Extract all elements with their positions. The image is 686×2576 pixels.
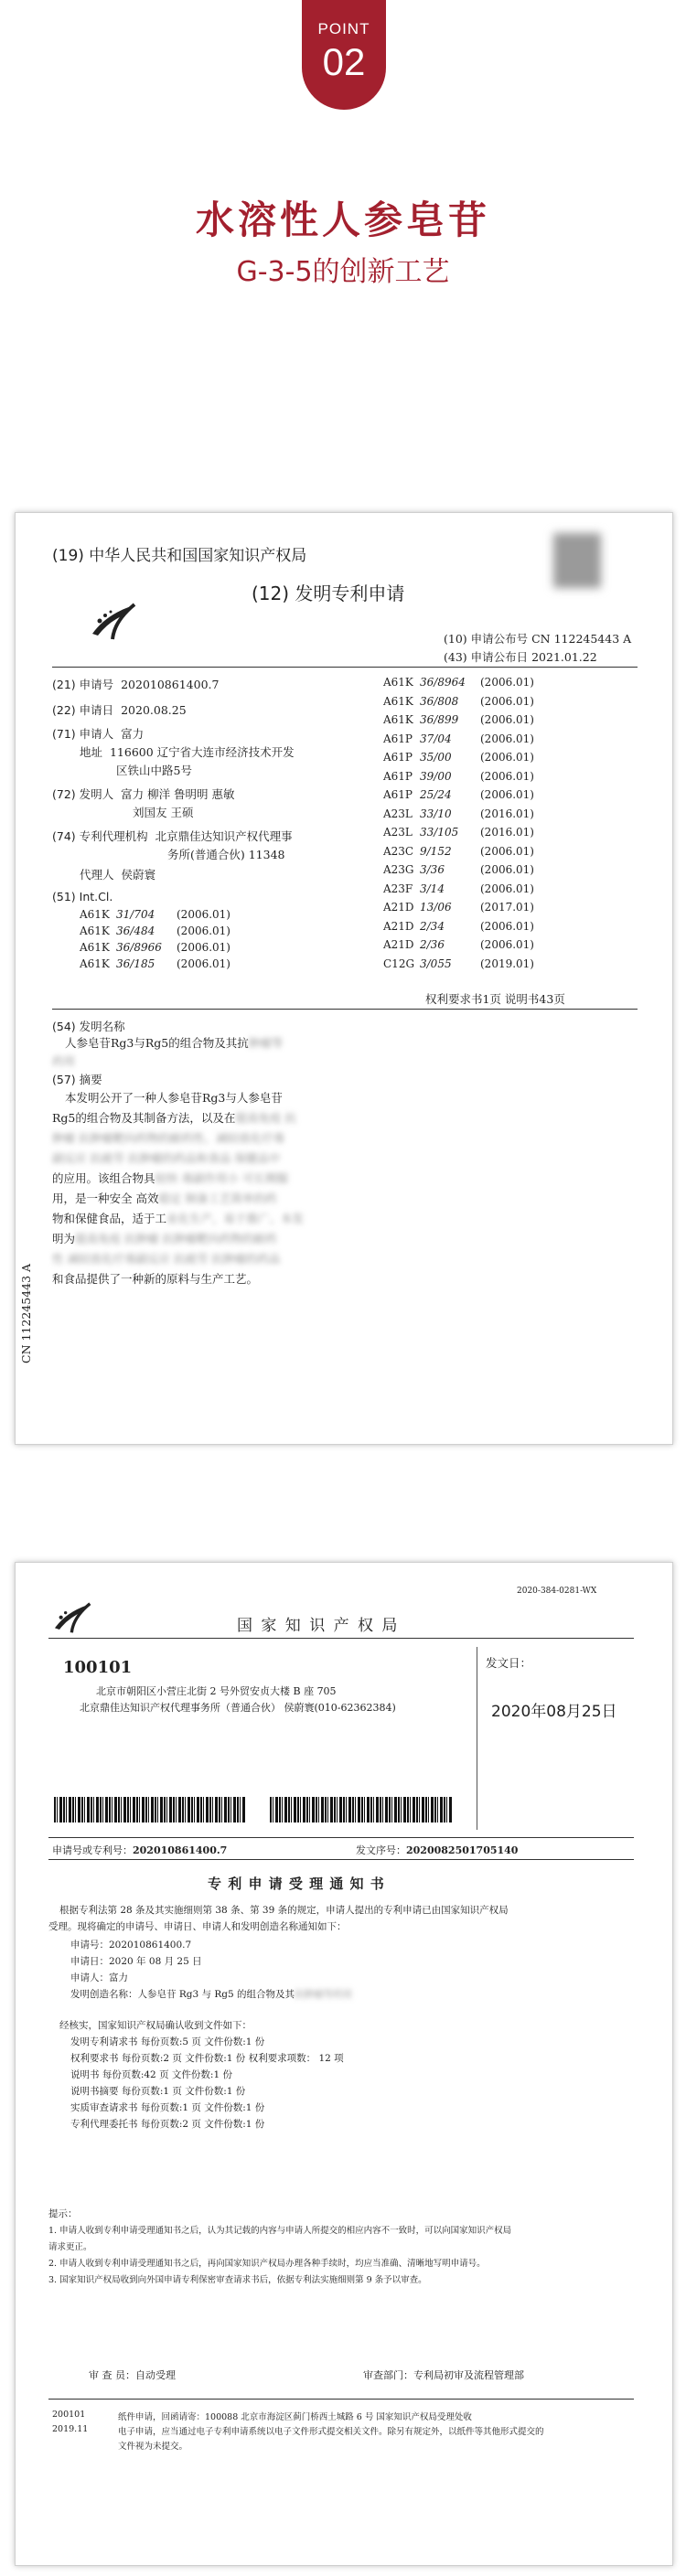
office-heading: 国 家 知 识 产 权 局 xyxy=(237,1617,400,1635)
barcode-right xyxy=(270,1797,453,1822)
invention-name: 人参皂苷Rg3与Rg5的组合物及其抗 xyxy=(65,1036,249,1050)
abstract-redacted: 稳定 制备工艺简单的药 xyxy=(158,1192,277,1205)
ipc-entry xyxy=(383,901,534,914)
ipc-code: 33/105 xyxy=(420,826,459,839)
ipc-cls: A23L xyxy=(383,826,413,839)
invention-name-redacted-2: 药用 xyxy=(52,1054,76,1068)
field-app-no: 申请号：202010861400.7 xyxy=(70,1940,192,1951)
address-line-2: 区铁山中路5号 xyxy=(116,764,192,777)
abstract-text: 物和保健食品，适于工 xyxy=(52,1212,167,1225)
abstract-text: 明为 xyxy=(52,1232,76,1245)
ipc-date: (2006.01) xyxy=(177,908,230,921)
agency-label: (74) 专利代理机构 xyxy=(52,829,148,843)
notice-no-label: 发文序号： xyxy=(356,1844,406,1856)
abstract-line xyxy=(52,1129,284,1146)
ipc-code: 36/899 xyxy=(420,713,459,726)
recipient-agency: 北京鼎佳达知识产权代理事务所（普通合伙） 侯蔚寰(010-62362384) xyxy=(80,1702,396,1714)
ipc-code: 2/36 xyxy=(420,938,445,951)
inventor-label: (72) 发明人 xyxy=(52,787,114,801)
abstract-redacted: 性 减轻放化疗毒副反应 抗疲劳 抗肿瘤的药品 xyxy=(52,1252,281,1266)
appno: 202010861400.7 xyxy=(133,1844,228,1856)
abstract-redacted: 肿瘤 抗肿瘤靶向药物的耐药性、减轻放化疗毒 xyxy=(52,1131,284,1145)
ipc-cls: A61K xyxy=(80,941,110,954)
ipc-cls: A61P xyxy=(383,732,413,745)
ipc-cls: A61P xyxy=(383,751,413,764)
abstract-line xyxy=(52,1270,258,1287)
ipc-cls: A23G xyxy=(383,863,414,876)
ipc-date: (2006.01) xyxy=(480,788,534,801)
ipc-entry xyxy=(383,920,534,933)
received-file: 说明书 每份页数:42 页 文件份数:1 份 xyxy=(70,2069,232,2080)
ipc-date: (2006.01) xyxy=(177,957,230,970)
ipc-cls: A21D xyxy=(383,901,414,914)
ipc-date: (2006.01) xyxy=(480,751,534,764)
issue-date: 2020年08月25日 xyxy=(491,1703,617,1721)
app-no: 202010861400.7 xyxy=(121,678,220,691)
ipc-cls: A23C xyxy=(383,844,414,858)
abstract-line xyxy=(52,1230,276,1246)
ipc-code: 31/704 xyxy=(116,908,155,921)
footer-code-1: 200101 xyxy=(52,2410,86,2420)
ipc-cls: A61K xyxy=(80,957,110,970)
received-file: 说明书摘要 每份页数:1 页 文件份数:1 份 xyxy=(70,2086,246,2097)
recipient-address: 北京市朝阳区小营庄北街 2 号外贸安贞大楼 B 座 705 xyxy=(96,1685,337,1697)
ipc-code: 36/484 xyxy=(116,925,155,937)
ipc-code: 25/24 xyxy=(420,788,452,801)
abstract-redacted: 提高免疫 抗 xyxy=(235,1111,296,1125)
ipc-entry xyxy=(383,807,534,820)
ipc-date: (2017.01) xyxy=(480,901,534,914)
ipc-entry xyxy=(383,676,534,689)
ipc-date: (2006.01) xyxy=(480,732,534,745)
received-file: 发明专利请求书 每份页数:5 页 文件份数:1 份 xyxy=(70,2036,265,2047)
ipc-cls: A23L xyxy=(383,807,413,820)
abstract-line xyxy=(65,1089,283,1106)
intro-line-1: 根据专利法第 28 条及其实施细则第 38 条、第 39 条的规定，申请人提出的专利申请已由国家知识产权局 xyxy=(59,1905,509,1916)
ipc-cls: A61P xyxy=(383,769,413,783)
abstract-redacted: 较快 毒副作用小 可长期服 xyxy=(155,1171,288,1185)
abstract-text: 的应用。该组合物具 xyxy=(52,1171,155,1185)
invention-name-label: (54) 发明名称 xyxy=(52,1020,125,1033)
ipc-date: (2006.01) xyxy=(480,676,534,689)
divider xyxy=(48,1837,634,1838)
ipc-date: (2006.01) xyxy=(480,938,534,951)
page-title: 水溶性人参皂苷 xyxy=(195,198,490,242)
abstract-redacted: 提高免疫 抗肿瘤 抗肿瘤靶向药物的耐药 xyxy=(75,1232,277,1245)
tip-line: 3. 国家知识产权局收到向外国申请专利保密审查请求书后，依据专利法实施细则第 9 条予以审查。 xyxy=(48,2275,427,2285)
received-file: 权利要求书 每份页数:2 页 文件份数:1 份 权利要求项数： 12 项 xyxy=(70,2053,344,2064)
barcode-left xyxy=(54,1797,246,1822)
ipc-code: 35/00 xyxy=(420,751,452,764)
ipc-entry xyxy=(383,826,534,839)
abstract-text: Rg5的组合物及其制备方法，以及在 xyxy=(52,1111,236,1125)
ipc-cls: A21D xyxy=(383,919,414,933)
qr-code xyxy=(553,533,601,588)
ipc-code: 36/185 xyxy=(116,957,155,970)
ipc-cls: A61K xyxy=(383,676,413,689)
ipc-cls: C12G xyxy=(383,957,415,970)
tips-label: 提示： xyxy=(48,2208,78,2219)
field-title: 发明创造名称：人参皂苷 Rg3 与 Rg5 的组合物及其 xyxy=(70,1989,295,2000)
ipc-entry xyxy=(383,882,534,895)
field-applicant: 申请人：富力 xyxy=(70,1972,128,1983)
publication-number: (10) 申请公布号 CN 112245443 A xyxy=(444,632,632,646)
received-file: 实质审查请求书 每份页数:1 页 文件份数:1 份 xyxy=(70,2102,265,2113)
footer-line-3: 文件视为未提交。 xyxy=(118,2442,188,2452)
ipc-entry xyxy=(383,770,534,783)
invention-name-redacted: 肿瘤等 xyxy=(248,1036,284,1050)
ipc-entry xyxy=(80,925,230,937)
ipc-code: 39/00 xyxy=(420,769,452,783)
document-type: (12) 发明专利申请 xyxy=(252,583,405,604)
ipc-date: (2016.01) xyxy=(480,807,534,820)
ipc-date: (2019.01) xyxy=(480,957,534,970)
cnipa-logo xyxy=(48,1598,98,1634)
ipc-code: 37/04 xyxy=(420,732,452,745)
date-box xyxy=(477,1647,635,1830)
app-date-label: (22) 申请日 xyxy=(52,703,114,717)
ipc-code: 36/8966 xyxy=(116,941,162,954)
field-app-date: 申请日：2020 年 08 月 25 日 xyxy=(70,1956,202,1967)
ipc-cls: A23F xyxy=(383,882,413,895)
divider xyxy=(48,1638,634,1639)
inventors-line-2: 刘国友 王硕 xyxy=(133,806,194,819)
ipc-date: (2006.01) xyxy=(480,769,534,783)
agent: 侯蔚寰 xyxy=(121,868,155,882)
ipc-date: (2006.01) xyxy=(177,941,230,954)
ipc-code: 36/808 xyxy=(420,694,459,708)
ipc-code: 3/055 xyxy=(420,957,452,970)
received-file: 专利代理委托书 每份页数:2 页 文件份数:1 份 xyxy=(70,2119,265,2130)
patent-publication-document xyxy=(15,512,673,1445)
ipc-entry xyxy=(383,732,534,745)
ipc-date: (2006.01) xyxy=(480,919,534,933)
footer-code-2: 2019.11 xyxy=(52,2424,89,2434)
tip-line: 请求更正。 xyxy=(48,2242,92,2252)
inventors-line-1: 富力 柳洋 鲁明明 惠敏 xyxy=(121,787,235,801)
claims-note: 权利要求书1页 说明书43页 xyxy=(425,992,565,1006)
ipc-entry xyxy=(383,751,534,764)
cnipa-logo xyxy=(87,597,142,641)
office-heading: (19) 中华人民共和国国家知识产权局 xyxy=(52,547,307,565)
examiner: 审 查 员：自动受理 xyxy=(89,2369,176,2381)
ipc-entry xyxy=(80,957,230,970)
tip-line: 2. 申请人收到专利申请受理通知书之后，再向国家知识产权局办理各种手续时，均应当准确、清晰地写明申请号。 xyxy=(48,2259,486,2269)
divider xyxy=(52,667,638,668)
abstract-line xyxy=(52,1190,276,1206)
postcode: 100101 xyxy=(63,1658,133,1677)
ipc-code: 3/14 xyxy=(420,882,445,895)
applicant-label: (71) 申请人 xyxy=(52,727,114,741)
address-label: 地址 xyxy=(80,745,103,759)
abstract-text: 和食品提供了一种新的原料与生产工艺。 xyxy=(52,1272,259,1286)
abstract-redacted: 业化生产，易于推广。本发 xyxy=(166,1212,305,1225)
ipc-date: (2006.01) xyxy=(480,882,534,895)
department: 审查部门：专利局初审及流程管理部 xyxy=(363,2369,524,2381)
abstract-line xyxy=(52,1170,288,1186)
footer-line-1: 纸件申请，回函请寄：100088 北京市海淀区蓟门桥西土城路 6 号 国家知识产权局受理处收 xyxy=(118,2412,472,2422)
notice-no: 2020082501705140 xyxy=(406,1844,519,1856)
divider xyxy=(48,1859,634,1860)
reference-code: 2020-384-0281-WX xyxy=(517,1587,597,1596)
ipc-entry xyxy=(80,908,230,921)
abstract-line xyxy=(52,1210,304,1226)
intro-line-2: 受理。现将确定的申请号、申请日、申请人和发明创造名称通知如下： xyxy=(48,1921,347,1932)
tip-line: 1. 申请人收到专利申请受理通知书之后，认为其记载的内容与申请人所提交的相应内容不一致时，可以向国家知识产权局 xyxy=(48,2226,512,2236)
agency-line-2: 务所(普通合伙) 11348 xyxy=(167,848,285,861)
ipc-date: (2006.01) xyxy=(480,863,534,876)
ipc-date: (2006.01) xyxy=(480,844,534,858)
intcl-label: (51) Int.Cl. xyxy=(52,890,113,903)
divider xyxy=(48,2399,634,2400)
ipc-date: (2016.01) xyxy=(480,826,534,839)
ipc-date: (2006.01) xyxy=(177,925,230,937)
abstract-text: 用，是一种安全 高效 xyxy=(52,1192,159,1205)
ipc-entry xyxy=(383,863,534,876)
ipc-cls: A21D xyxy=(383,938,414,951)
check-intro: 经核实，国家知识产权局确认收到文件如下： xyxy=(59,2020,252,2031)
badge-number: 02 xyxy=(322,40,366,83)
ipc-code: 2/34 xyxy=(420,919,445,933)
agency-line-1: 北京鼎佳达知识产权代理事 xyxy=(155,829,293,843)
abstract-line xyxy=(52,1149,280,1166)
ipc-cls: A61P xyxy=(383,788,413,801)
footer-line-2: 电子申请，应当通过电子专利申请系统以电子文件形式提交相关文件。除另有规定外，以纸件等其他形式提交的 xyxy=(118,2427,544,2437)
notice-heading: 专 利 申 请 受 理 通 知 书 xyxy=(208,1876,385,1892)
ipc-cls: A61K xyxy=(383,713,413,726)
point-badge xyxy=(302,0,386,110)
abstract-label: (57) 摘要 xyxy=(52,1073,102,1086)
ipc-code: 9/152 xyxy=(420,844,452,858)
ipc-entry xyxy=(383,938,534,951)
app-date: 2020.08.25 xyxy=(121,703,187,717)
ipc-code: 33/10 xyxy=(420,807,452,820)
field-title-redacted: 抗肿瘤等药用 xyxy=(294,1989,352,2000)
ipc-entry xyxy=(383,845,534,858)
ipc-entry xyxy=(383,713,534,726)
agent-label: 代理人 xyxy=(80,868,114,882)
applicant: 富力 xyxy=(121,727,145,741)
abstract-text: 本发明公开了一种人参皂苷Rg3与人参皂苷 xyxy=(65,1091,283,1105)
ipc-entry xyxy=(383,788,534,801)
ipc-entry xyxy=(80,941,230,954)
ipc-cls: A61K xyxy=(80,925,110,937)
ipc-entry xyxy=(383,957,534,970)
ipc-code: 13/06 xyxy=(420,901,452,914)
address-line-1: 116600 辽宁省大连市经济技术开发 xyxy=(109,745,295,759)
appno-label: 申请号或专利号： xyxy=(52,1844,133,1856)
ipc-code: 3/36 xyxy=(420,863,445,876)
issue-date-label: 发文日： xyxy=(486,1656,532,1670)
acceptance-notice-document xyxy=(15,1562,673,2566)
abstract-line xyxy=(52,1250,280,1267)
side-code: CN 112245443 A xyxy=(19,1263,33,1363)
page-subtitle: G-3-5的创新工艺 xyxy=(236,256,450,288)
ipc-cls: A61K xyxy=(80,908,110,921)
divider xyxy=(52,1009,638,1010)
ipc-code: 36/8964 xyxy=(420,676,466,689)
ipc-date: (2006.01) xyxy=(480,694,534,708)
ipc-cls: A61K xyxy=(383,694,413,708)
abstract-redacted: 副反应 抗疲劳 抗肿瘤的药品和食品 保健品中 xyxy=(52,1151,281,1165)
badge-label: POINT xyxy=(317,20,370,37)
publication-date: (43) 申请公布日 2021.01.22 xyxy=(444,650,597,664)
ipc-entry xyxy=(383,695,534,708)
abstract-line xyxy=(52,1109,296,1126)
app-no-label: (21) 申请号 xyxy=(52,678,114,691)
ipc-date: (2006.01) xyxy=(480,713,534,726)
